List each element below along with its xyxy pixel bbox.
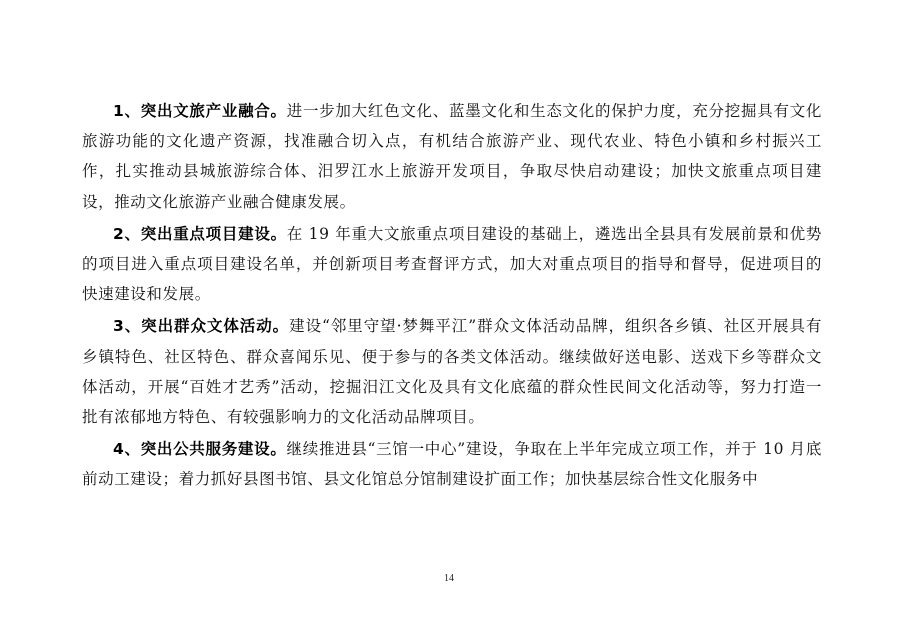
paragraph-heading: 4、突出公共服务建设。 [113,440,287,459]
paragraph-text: 继续推进县“三馆一中心”建设，争取在上半年完成立项工作，并于 10 月底前动工建设；着力抓好县图书馆、县文化馆总分馆制建设扩面工作；加快基层综合性文化服务中 [82,440,822,489]
page-number: 14 [444,573,454,584]
document-body [82,96,822,497]
paragraph-public-services [82,434,822,494]
paragraph-heading: 2、突出重点项目建设。 [113,224,287,243]
paragraph-text: 进一步加大红色文化、蓝墨文化和生态文化的保护力度，充分挖掘具有文化旅游功能的文化遗产资源，找准融合切入点，有机结合旅游产业、现代农业、特色小镇和乡村振兴工作，扎实推动县城旅游综合体、汨罗江水上旅游开发项目，争取尽快启动建设；加快文旅重点项目建设，推动文化旅游产业融合健康发展。 [82,102,822,211]
paragraph-text: 建设“邻里守望·梦舞平江”群众文体活动品牌，组织各乡镇、社区开展具有乡镇特色、社区特色、群众喜闻乐见、便于参与的各类文体活动。继续做好送电影、送戏下乡等群众文体活动，开展“百姓才艺秀”活动，挖掘汨江文化及具有文化底蕴的群众性民间文化活动等，努力打造一批有浓郁地方特色、有较强影响力的文化活动品牌项目。 [82,317,822,427]
paragraph-culture-tourism [82,96,822,217]
paragraph-key-projects [82,219,822,310]
paragraph-public-activities [82,311,822,432]
paragraph-heading: 3、突出群众文体活动。 [113,317,290,336]
paragraph-heading: 1、突出文旅产业融合。 [113,102,287,120]
paragraph-text: 在 19 年重大文旅重点项目建设的基础上，遴选出全县具有发展前景和优势的项目进入重点项目建设名单，并创新项目考查督评方式，加大对重点项目的指导和督导，促进项目的快速建设和发展。 [82,224,822,304]
